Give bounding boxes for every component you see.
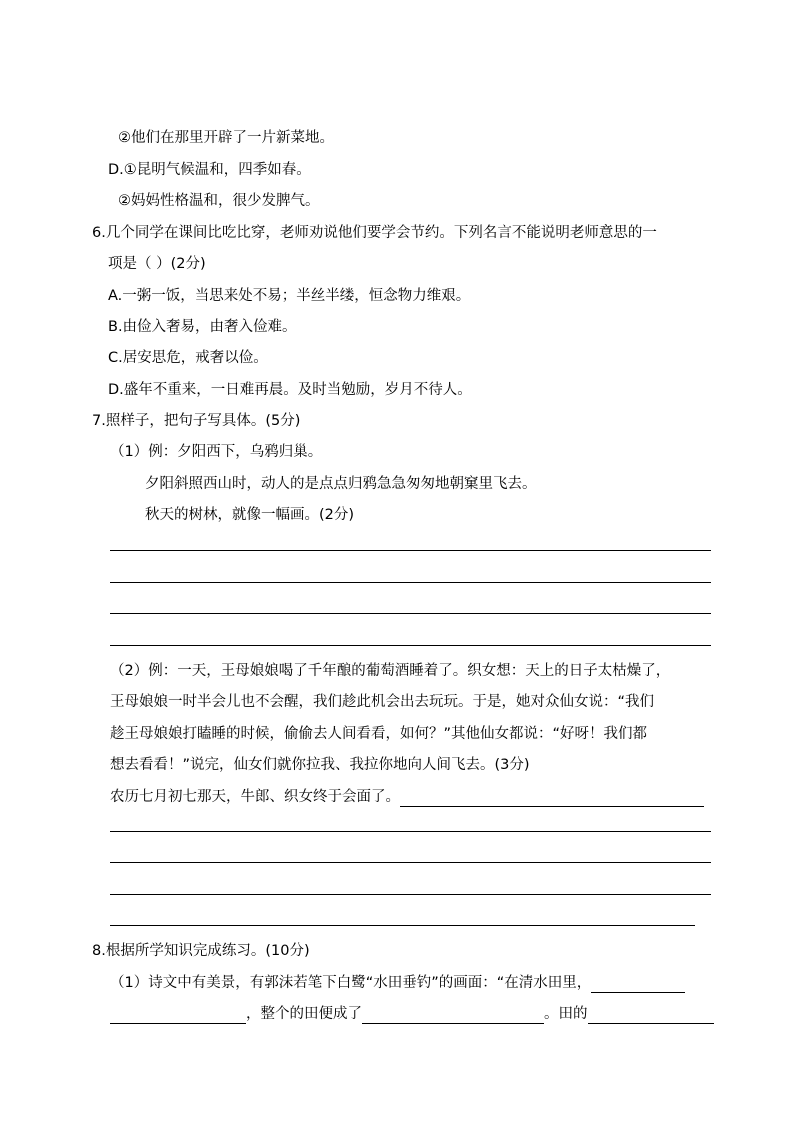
q8-title: 8.根据所学知识完成练习。(10分) xyxy=(92,943,310,959)
q7-sub2-task: 农历七月初七那天，牛郎、织女终于会面了。 xyxy=(110,789,400,805)
q7-sub1-example: （1）例：夕阳西下，乌鸦归巢。 xyxy=(110,444,323,460)
answer-line[interactable] xyxy=(110,582,711,583)
q6-option-c: C.居安思危，戒奢以俭。 xyxy=(108,350,268,366)
answer-blank[interactable] xyxy=(400,790,704,807)
q7-title: 7.照样子，把句子写具体。(5分) xyxy=(92,413,301,429)
answer-line[interactable] xyxy=(110,613,711,614)
q7-sub1-model: 夕阳斜照西山时，动人的是点点归鸦急急匆匆地朝窠里飞去。 xyxy=(145,476,537,492)
q7-sub2-line4: 想去看看！”说完，仙女们就你拉我、我拉你地向人间飞去。(3分) xyxy=(110,757,530,773)
q5-option-d-2: ②妈妈性格温和，很少发脾气。 xyxy=(118,193,320,209)
q7-sub1-task: 秋天的树林，就像一幅画。(2分) xyxy=(145,507,355,523)
q7-sub2-line1: （2）例：一天，王母娘娘喝了千年酿的葡萄酒睡着了。织女想：天上的日子太枯燥了， xyxy=(110,663,671,679)
q7-sub2-line2: 王母娘娘一时半会儿也不会醒，我们趁此机会出去玩玩。于是，她对众仙女说：“我们 xyxy=(110,694,655,710)
answer-line[interactable] xyxy=(110,894,711,895)
q8-sub1-line1: （1）诗文中有美景，有郭沫若笔下白鹭“水田垂钓”的画面：“在清水田里， xyxy=(110,975,592,991)
q8-sub1-end: 。田的 xyxy=(544,1006,588,1022)
q6-option-d: D.盛年不重来，一日难再晨。及时当勉励，岁月不待人。 xyxy=(108,382,472,398)
q5-option-d-1: D.①昆明气候温和，四季如春。 xyxy=(108,162,311,178)
answer-line[interactable] xyxy=(110,862,711,863)
q6-stem-line1: 6.几个同学在课间比吃比穿，老师劝说他们要学会节约。下列名言不能说明老师意思的一 xyxy=(92,225,657,241)
q8-sub1-mid: ，整个的田便成了 xyxy=(246,1006,362,1022)
answer-blank[interactable] xyxy=(362,1007,544,1024)
answer-line[interactable] xyxy=(110,550,711,551)
q5-option-c-2: ②他们在那里开辟了一片新菜地。 xyxy=(118,130,334,146)
answer-blank[interactable] xyxy=(110,1007,246,1024)
answer-blank[interactable] xyxy=(588,1007,714,1024)
q6-option-b: B.由俭入奢易，由奢入俭难。 xyxy=(108,319,297,335)
q8-sub1-row2 xyxy=(110,1004,714,1024)
q7-sub2-line3: 趁王母娘娘打瞌睡的时候，偷偷去人间看看，如何？”其他仙女都说：“好呀！我们都 xyxy=(110,726,648,742)
answer-line[interactable] xyxy=(110,645,711,646)
answer-blank[interactable] xyxy=(591,976,685,993)
q7-sub2-task-row xyxy=(110,787,704,807)
q8-sub1-row1 xyxy=(110,973,685,993)
q6-stem-line2: 项是（ ）(2分) xyxy=(108,256,206,272)
answer-line[interactable] xyxy=(110,925,695,926)
answer-line[interactable] xyxy=(110,831,711,832)
q6-option-a: A.一粥一饭，当思来处不易；半丝半缕，恒念物力维艰。 xyxy=(108,288,471,304)
